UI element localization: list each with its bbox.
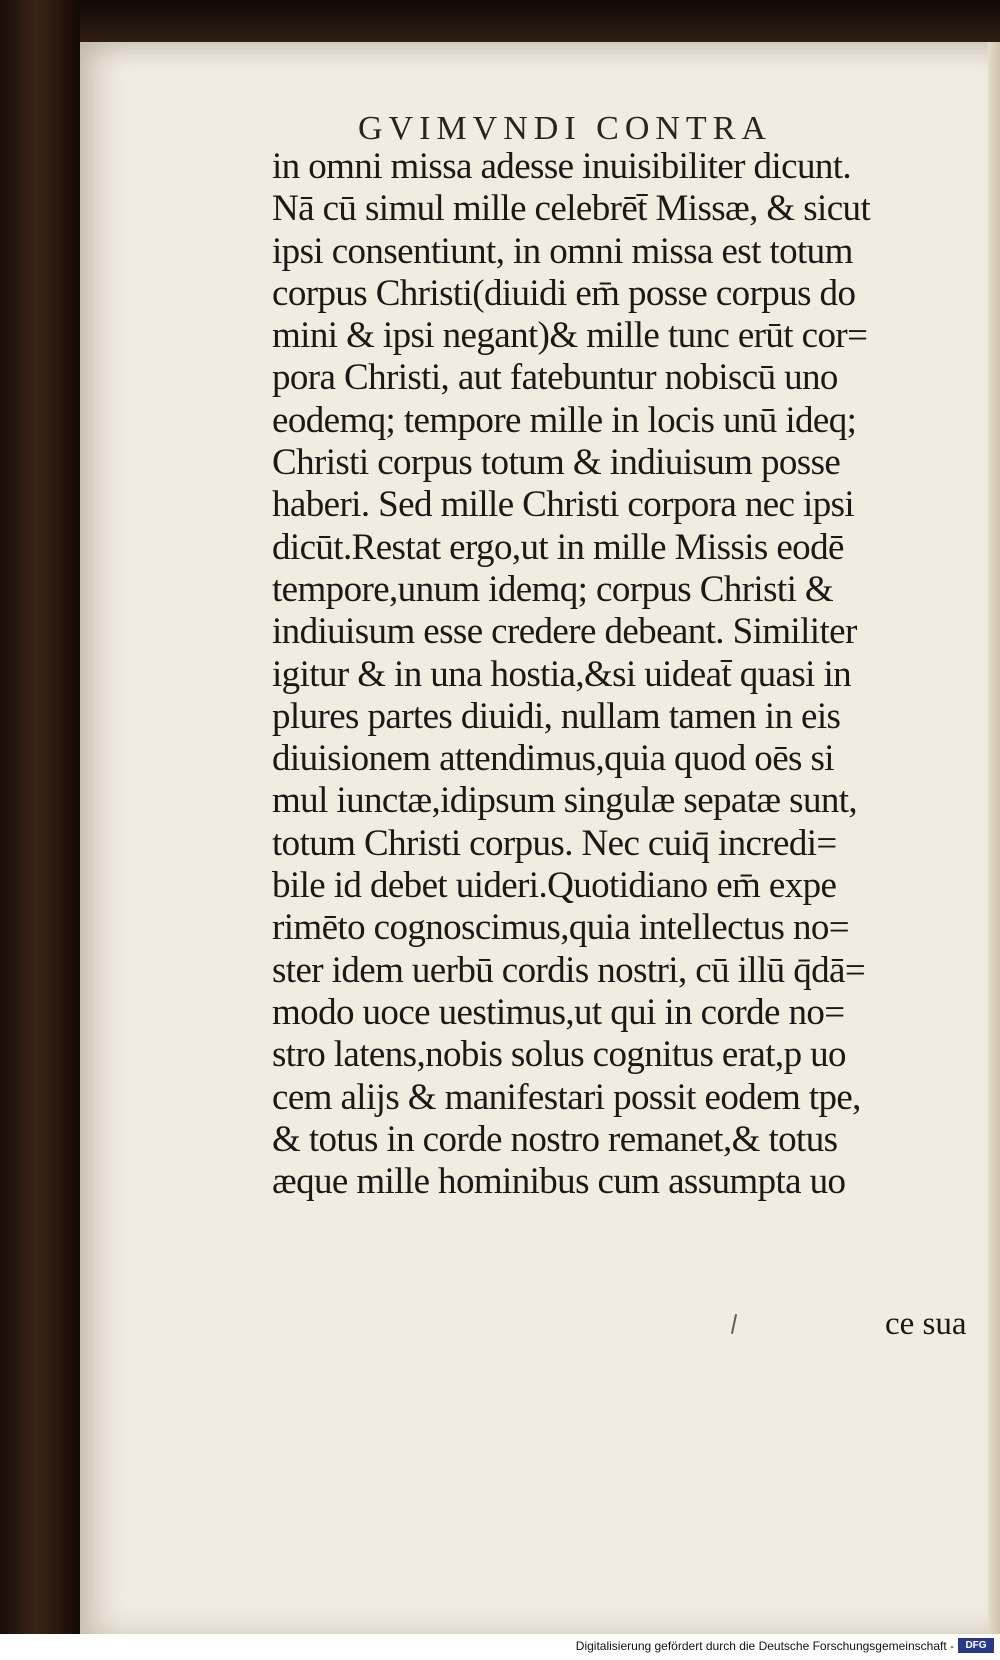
text-line: totum Christi corpus. Nec cuiq̄ incredi= [272, 822, 837, 864]
text-line: igitur & in una hostia,&si uideat̄ quasi in [272, 653, 852, 695]
text-line: & totus in corde nostro remanet,& totus [272, 1118, 838, 1160]
catchword: ce sua [885, 1306, 967, 1342]
text-line: dicūt.Restat ergo,ut in mille Missis eodē [272, 526, 844, 568]
text-line: stro latens,nobis solus cognitus erat,p uo [272, 1034, 846, 1076]
text-line: mini & ipsi negant)& mille tunc erūt cor= [272, 315, 868, 357]
text-line: haberi. Sed mille Christi corpora nec ipsi [272, 484, 855, 526]
funding-credit: Digitalisierung gefördert durch die Deutsche Forschungsgemeinschaft - [575, 1639, 954, 1653]
text-line: tempore,unum idemq; corpus Christi & [272, 568, 834, 610]
text-line: pora Christi, aut fatebuntur nobiscū uno [272, 357, 838, 399]
book-top-edge [0, 0, 1000, 42]
text-line: æque mille hominibus cum assumpta uo [272, 1161, 846, 1203]
text-line: corpus Christi(diuidi em̄ posse corpus do [272, 272, 856, 314]
text-line: cem alijs & manifestari possit eodem tpe, [272, 1076, 861, 1118]
text-line: rimēto cognoscimus,quia intellectus no= [272, 907, 850, 949]
text-block [272, 146, 997, 1203]
text-line: in omni missa adesse inuisibiliter dicunt. [272, 146, 852, 187]
running-head: GVIMVNDI CONTRA [358, 110, 772, 147]
text-line: bile id debet uideri.Quotidiano em̄ expe [272, 865, 837, 907]
text-line: Christi corpus totum & indiuisum posse [272, 442, 841, 484]
text-line: ipsi consentiunt, in omni missa est totum [272, 230, 853, 272]
dfg-logo: DFG [958, 1638, 994, 1653]
book-binding [0, 0, 80, 1660]
text-line: eodemq; tempore mille in locis unū ideq; [272, 399, 857, 441]
text-line: mul iunctæ,idipsum singulæ sepatæ sunt, [272, 780, 858, 822]
text-line: ster idem uerbū cordis nostri, cū illū q̄dā= [272, 949, 866, 991]
text-line: indiuisum esse credere debeant. Similiter [272, 611, 857, 653]
text-line: plures partes diuidi, nullam tamen in eis [272, 695, 841, 737]
text-line: diuisionem attendimus,quia quod oēs si [272, 738, 834, 780]
text-line: modo uoce uestimus,ut qui in corde no= [272, 991, 845, 1033]
text-line: Nā cū simul mille celebrēt̄ Missæ, & sicut [272, 188, 871, 230]
